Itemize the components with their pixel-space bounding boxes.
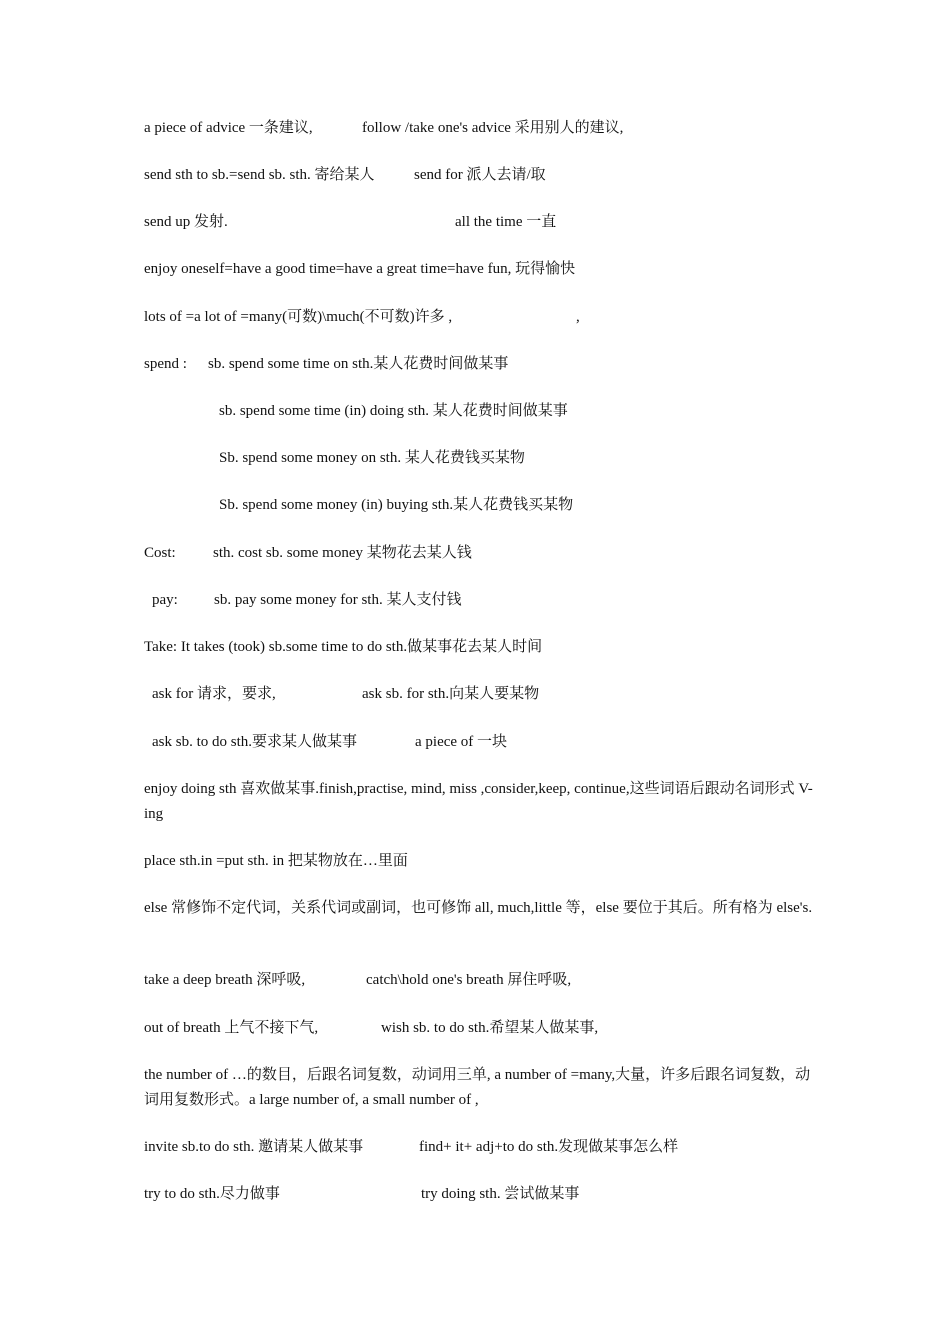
phrase-a-piece-of-advice: a piece of advice 一条建议,	[144, 120, 313, 136]
phrase-follow-advice: follow /take one's advice 采用别人的建议,	[362, 120, 624, 136]
phrase-take-a-deep-breath: take a deep breath 深呼吸,	[144, 972, 306, 988]
phrase-find-it-adj: find+ it+ adj+to do sth.发现做某事怎么样	[419, 1139, 679, 1155]
phrase-send-up: send up 发射.	[144, 214, 228, 230]
phrase-place-sth-in: place sth.in =put sth. in 把某物放在…里面	[144, 853, 408, 869]
phrase-lots-of: lots of =a lot of =many(可数)\much(不可数)许多 ,	[144, 309, 453, 325]
spend-heading: spend :	[144, 356, 187, 372]
phrase-a-piece-of: a piece of 一块	[415, 734, 508, 750]
phrase-try-to-do: try to do sth.尽力做事	[144, 1186, 280, 1202]
stray-comma: ,	[576, 309, 580, 325]
phrase-hold-breath: catch\hold one's breath 屏住呼吸,	[366, 972, 572, 988]
phrase-spend-time-doing: sb. spend some time (in) doing sth. 某人花费时间做某事	[219, 403, 568, 419]
phrase-ask-sb-to-do: ask sb. to do sth.要求某人做某事	[152, 734, 358, 750]
phrase-wish-sb-to-do: wish sb. to do sth.希望某人做某事,	[381, 1020, 599, 1036]
phrase-send-sth-to-sb: send sth to sb.=send sb. sth. 寄给某人	[144, 167, 375, 183]
phrase-invite-sb: invite sb.to do sth. 邀请某人做某事	[144, 1139, 364, 1155]
phrase-all-the-time: all the time 一直	[455, 214, 557, 230]
phrase-spend-money-buying: Sb. spend some money (in) buying sth.某人花费钱买某物	[219, 497, 574, 513]
phrase-take: Take: It takes (took) sb.some time to do sth.做某事花去某人时间	[144, 639, 543, 655]
paragraph-else: else 常修饰不定代词，关系代词或副词，也可修饰 all, much,little 等，else 要位于其后。所有格为 else's.	[144, 900, 813, 916]
phrase-out-of-breath: out of breath 上气不接下气,	[144, 1020, 319, 1036]
phrase-spend-money-on: Sb. spend some money on sth. 某人花费钱买某物	[219, 450, 525, 466]
paragraph-the-number-of: the number of …的数目，后跟名词复数，动词用三单, a number of =many,大量，许多后跟名词复数，动词用复数形式。a large number of, a small number of ,	[144, 1067, 811, 1108]
pay-heading: pay:	[152, 592, 178, 608]
phrase-cost: sth. cost sb. some money 某物花去某人钱	[213, 545, 472, 561]
paragraph-enjoy-doing: enjoy doing sth 喜欢做某事.finish,practise, mind, miss ,consider,keep, continue,这些词语后跟动名词形式 V-ing	[144, 781, 813, 822]
phrase-try-doing: try doing sth. 尝试做某事	[421, 1186, 580, 1202]
phrase-ask-for: ask for 请求，要求,	[152, 686, 276, 702]
phrase-enjoy-oneself: enjoy oneself=have a good time=have a great time=have fun, 玩得愉快	[144, 261, 576, 277]
phrase-pay: sb. pay some money for sth. 某人支付钱	[214, 592, 462, 608]
phrase-ask-sb-for-sth: ask sb. for sth.向某人要某物	[362, 686, 540, 702]
phrase-spend-time-on: sb. spend some time on sth.某人花费时间做某事	[208, 356, 509, 372]
cost-heading: Cost:	[144, 545, 176, 561]
phrase-send-for: send for 派人去请/取	[414, 167, 546, 183]
